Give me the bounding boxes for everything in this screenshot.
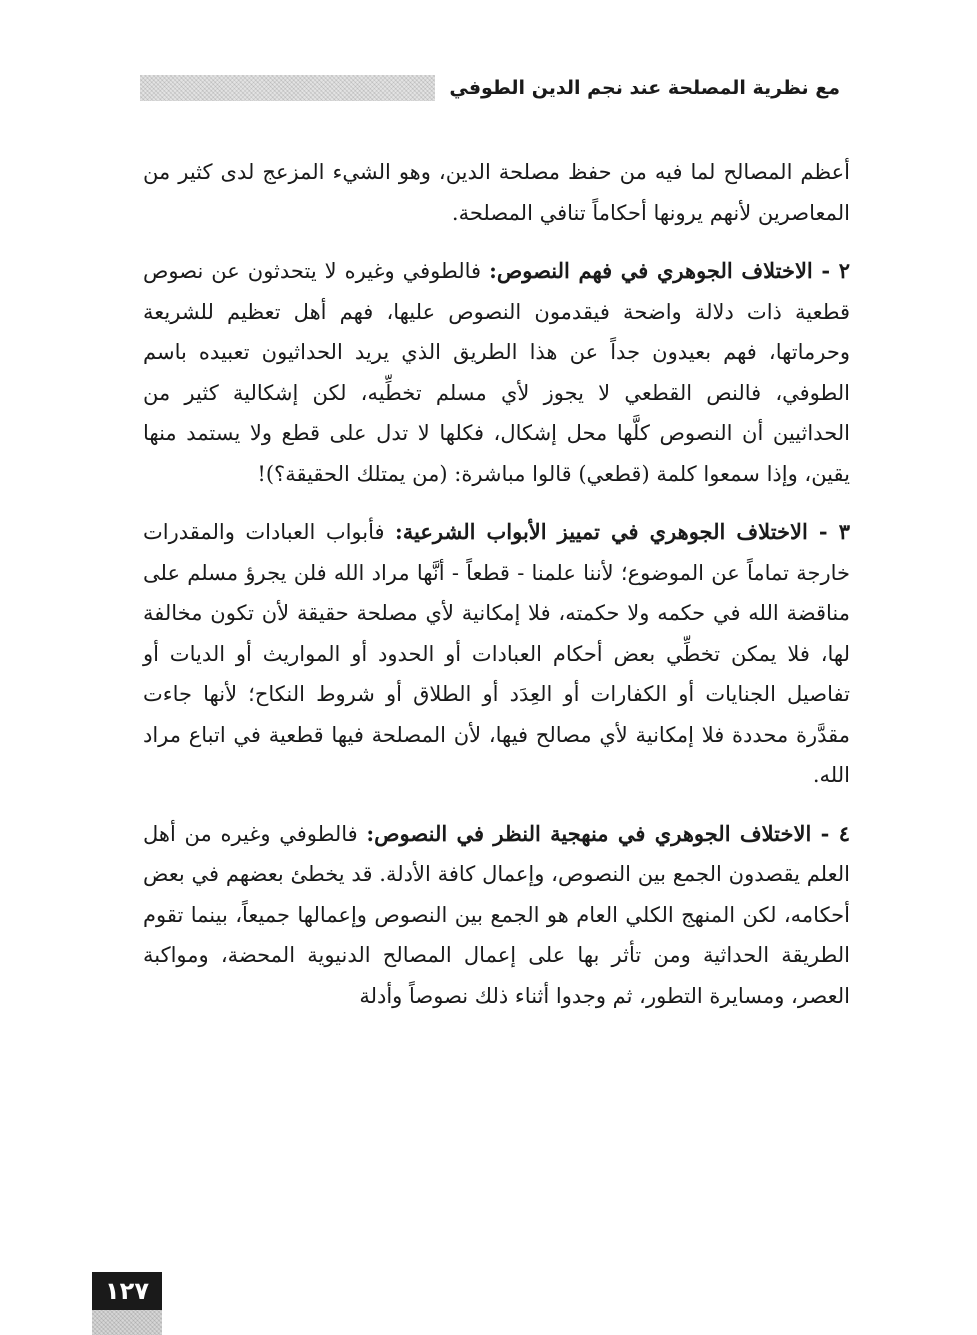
paragraph-heading: ٤ - الاختلاف الجوهري في منهجية النظر في النصوص:: [366, 820, 851, 846]
page-number: ١٢٧: [92, 1272, 162, 1310]
running-header: [140, 66, 840, 110]
paragraph-text: فالطوفي وغيره لا يتحدثون عن نصوص قطعية ذات دلالة واضحة فيقدمون النصوص عليها، فهم أهل تعظيم للشريعة وحرماتها، فهم بعيدون جداً عن هذا الطريق الذي يريد الحداثيون تعبيده باسم الطوفي، فالنص القطعي لا يجوز لأي مسلم تخطِّيه، لكن إشكالية كثير من الحداثيين أن النصوص كلَّها محل إشكال، فكلها لا تدل على قطع ولا يستمد منها يقين، وإذا سمعوا كلمة (قطعي) قالوا مباشرة: (من يمتلك الحقيقة؟)!: [143, 259, 850, 486]
paragraph-text: فأبواب العبادات والمقدرات خارجة تماماً عن الموضوع؛ لأننا علمنا - قطعاً - أنَّها مراد الله فلن يجرؤ مسلم على مناقضة الله في حكمه ولا حكمته، فلا إمكانية لأي مصلحة حقيقة لأن تكون مخالفة لها، فلا يمكن تخطِّي بعض أحكام العبادات أو الحدود أو المواريث أو الديات أو تفاصيل الجنايات أو الكفارات أو العِدَد أو الطلاق أو شروط النكاح؛ لأنها جاءت مقدَّرة محددة فلا إمكانية لأي مصالح فيها، لأن المصلحة فيها قطعية في اتباع مراد الله.: [143, 520, 850, 787]
paragraph-point-3: [143, 512, 850, 796]
paragraph-heading: ٢ - الاختلاف الجوهري في فهم النصوص:: [489, 258, 850, 283]
paragraph-heading: ٣ - الاختلاف الجوهري في تمييز الأبواب الشرعية:: [395, 519, 850, 544]
header-title: مع نظرية المصلحة عند نجم الدين الطوفي: [449, 77, 840, 99]
header-shaded-band: [140, 75, 435, 101]
paragraph-text: أعظم المصالح لما فيه من حفظ مصلحة الدين، وهو الشيء المزعج لدى كثير من المعاصرين لأنهم يرونها أحكاماً تنافي المصلحة.: [143, 160, 850, 225]
paragraph-text: فالطوفي وغيره من أهل العلم يقصدون الجمع بين النصوص، وإعمال كافة الأدلة. قد يخطئ بعضهم في بعض أحكامه، لكن المنهج الكلي العام هو الجمع بين النصوص وإعمالها جميعاً، بينما تقوم الطريقة الحداثية ومن تأثر بها على إعمال المصالح الدنيوية المحضة، ومواكبة العصر، ومسايرة التطور، ثم وجدوا أثناء ذلك نصوصاً وأدلة: [143, 821, 850, 1008]
page-number-box: [92, 1272, 162, 1335]
paragraph-continued: [143, 152, 850, 233]
paragraph-point-4: [143, 814, 850, 1017]
paragraph-point-2: [143, 251, 850, 494]
body-text: [143, 152, 850, 1034]
